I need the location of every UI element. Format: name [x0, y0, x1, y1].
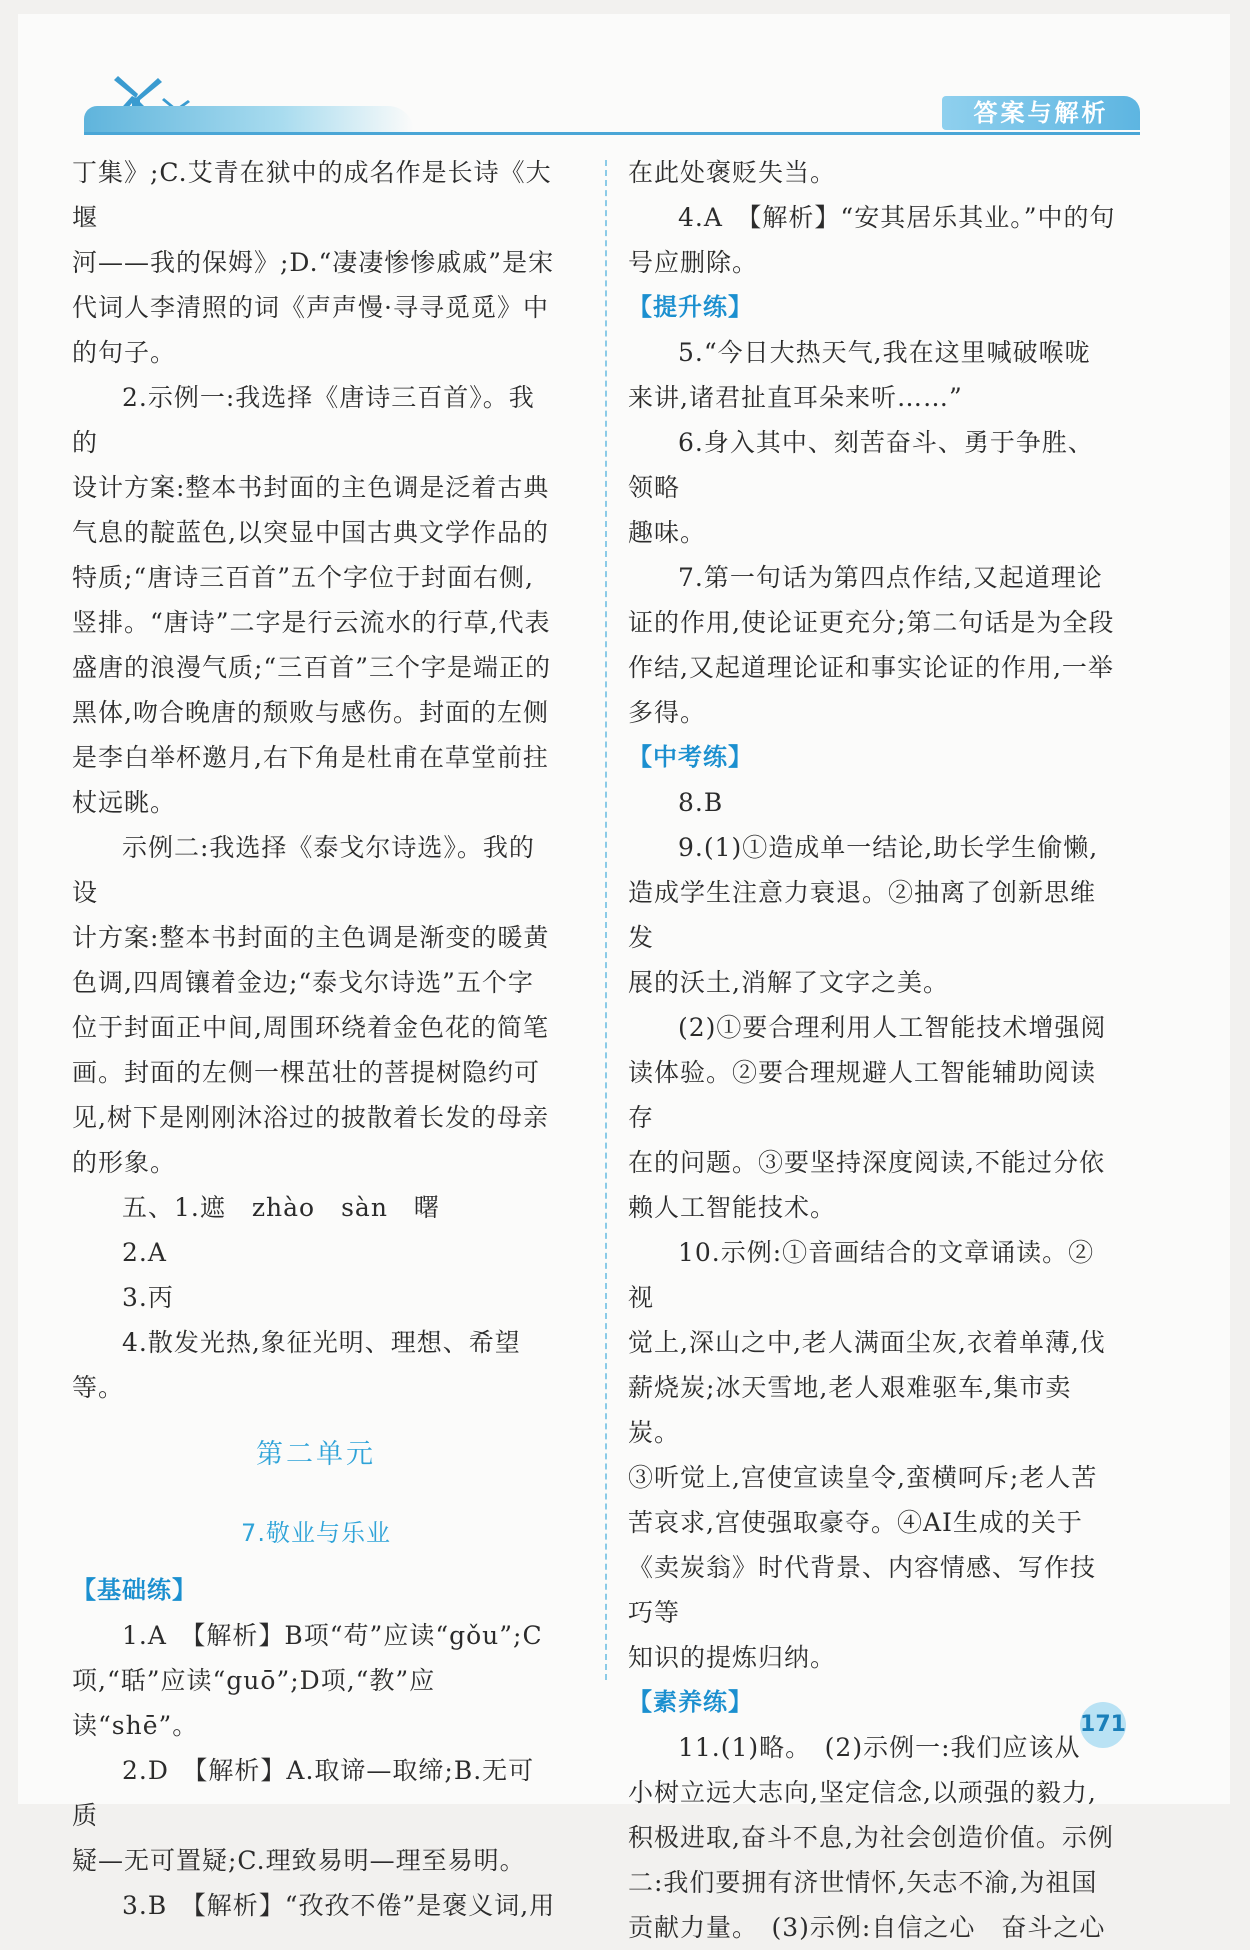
text-line: 作结,又起道理论证和事实论证的作用,一举 [628, 653, 1114, 682]
text-line: 丁集》;C.艾青在狱中的成名作是长诗《大堰 [72, 158, 552, 232]
text-line: 的句子。 [72, 338, 177, 367]
text-line: 7.第一句话为第四点作结,又起道理论 [678, 563, 1103, 592]
text-line: 代词人李清照的词《声声慢·寻寻觅觅》中 [72, 293, 549, 322]
section-heading: 【中考练】 [628, 743, 753, 771]
text-line: 积极进取,奋斗不息,为社会创造价值。示例 [628, 1823, 1114, 1852]
text-line: 疑—无可置疑;C.理致易明—理至易明。 [72, 1846, 526, 1875]
spacer [72, 1410, 560, 1432]
text-line: 《卖炭翁》时代背景、内容情感、写作技巧等 [628, 1553, 1097, 1627]
text-line: 4.A 【解析】“安其居乐其业。”中的句 [678, 203, 1116, 232]
section-heading: 【基础练】 [72, 1576, 197, 1604]
text-line: 11.(1)略。 (2)示例一:我们应该从 [678, 1733, 1081, 1762]
unit-title: 第二单元 [256, 1439, 376, 1470]
text-line: 的形象。 [72, 1148, 177, 1177]
text-line: 8.B [678, 788, 724, 817]
text-line: 来讲,诸君扯直耳朵来听……” [628, 383, 963, 412]
page-number: 171 [1080, 1702, 1126, 1748]
text-line: 1.A 【解析】B项“苟”应读“gǒu”;C [122, 1621, 543, 1650]
text-line: 五、1.遮 zhào sàn 曙 [122, 1193, 440, 1222]
section-heading: 【素养练】 [628, 1688, 753, 1716]
page-header [70, 62, 1140, 142]
text-line: 10.示例:①音画结合的文章诵读。②视 [628, 1238, 1095, 1312]
text-line: 5.“今日大热天气,我在这里喊破喉咙 [678, 338, 1091, 367]
text-line: 计方案:整本书封面的主色调是渐变的暖黄 [72, 923, 550, 952]
text-line: 黑体,吻合晚唐的颓败与感伤。封面的左侧 [72, 698, 549, 727]
text-line: 是李白举杯邀月,右下角是杜甫在草堂前拄 [72, 743, 549, 772]
text-line: 竖排。“唐诗”二字是行云流水的行草,代表 [72, 608, 551, 637]
header-band [84, 106, 414, 132]
spacer [72, 1556, 560, 1568]
spacer [72, 1477, 560, 1511]
text-line: 2.示例一:我选择《唐诗三百首》。我的 [72, 383, 535, 457]
text-line: 气息的靛蓝色,以突显中国古典文学作品的 [72, 518, 549, 547]
section-badge: 答案与解析 [942, 96, 1140, 130]
text-line: 多得。 [628, 698, 707, 727]
text-line: 知识的提炼归纳。 [628, 1643, 837, 1672]
section-heading: 【提升练】 [628, 293, 753, 321]
text-line: 9.(1)①造成单一结论,助长学生偷懒, [678, 833, 1099, 862]
text-line: 示例二:我选择《泰戈尔诗选》。我的设 [72, 833, 535, 907]
text-line: 2.A [122, 1238, 167, 1267]
text-line: 画。封面的左侧一棵茁壮的菩提树隐约可 [72, 1058, 541, 1087]
text-line: 展的沃土,消解了文字之美。 [628, 968, 949, 997]
text-line: 3.B 【解析】“孜孜不倦”是褒义词,用 [122, 1891, 556, 1920]
text-line: 杖远眺。 [72, 788, 177, 817]
right-column [628, 150, 1116, 1950]
text-line: 特质;“唐诗三百首”五个字位于封面右侧, [72, 563, 534, 592]
text-line: ③听觉上,宫使宣读皇令,蛮横呵斥;老人苦 [628, 1463, 1098, 1492]
text-line: 二:我们要拥有济世情怀,矢志不渝,为祖国 [628, 1868, 1098, 1897]
text-line: 3.丙 [122, 1283, 174, 1312]
text-line: 项,“聒”应读“guō”;D项,“教”应读“shē”。 [72, 1666, 436, 1740]
text-line: 见,树下是刚刚沐浴过的披散着长发的母亲 [72, 1103, 549, 1132]
text-line: 薪烧炭;冰天雪地,老人艰难驱车,集市卖炭。 [628, 1373, 1072, 1447]
text-line: 盛唐的浪漫气质;“三百首”三个字是端正的 [72, 653, 551, 682]
header-rule [84, 132, 1140, 135]
text-line: 6.身入其中、刻苦奋斗、勇于争胜、领略 [628, 428, 1094, 502]
text-line: 在此处褒贬失当。 [628, 158, 837, 187]
text-line: 趣味。 [628, 518, 707, 547]
text-line: 贡献力量。 (3)示例:自信之心 奋斗之心 [628, 1913, 1106, 1942]
text-line: (2)①要合理利用人工智能技术增强阅 [678, 1013, 1107, 1042]
left-column [72, 150, 560, 1928]
text-line: 设计方案:整本书封面的主色调是泛着古典 [72, 473, 550, 502]
text-line: 赖人工智能技术。 [628, 1193, 837, 1222]
text-line: 号应删除。 [628, 248, 759, 277]
text-line: 苦哀求,宫使强取豪夺。④AI生成的关于 [628, 1508, 1083, 1537]
lesson-title: 7.敬业与乐业 [241, 1519, 391, 1547]
column-divider [605, 160, 607, 1680]
text-line: 小树立远大志向,坚定信念,以顽强的毅力, [628, 1778, 1097, 1807]
text-line: 4.散发光热,象征光明、理想、希望等。 [72, 1328, 521, 1402]
text-line: 造成学生注意力衰退。②抽离了创新思维发 [628, 878, 1097, 952]
text-line: 读体验。②要合理规避人工智能辅助阅读存 [628, 1058, 1097, 1132]
text-line: 色调,四周镶着金边;“泰戈尔诗选”五个字 [72, 968, 534, 997]
text-line: 河——我的保姆》;D.“凄凄惨惨戚戚”是宋 [72, 248, 555, 277]
text-line: 证的作用,使论证更充分;第二句话是为全段 [628, 608, 1115, 637]
text-line: 位于封面正中间,周围环绕着金色花的简笔 [72, 1013, 549, 1042]
text-line: 觉上,深山之中,老人满面尘灰,衣着单薄,伐 [628, 1328, 1106, 1357]
text-line: 在的问题。③要坚持深度阅读,不能过分依 [628, 1148, 1105, 1177]
text-line: 2.D 【解析】A.取谛—取缔;B.无可质 [72, 1756, 535, 1830]
